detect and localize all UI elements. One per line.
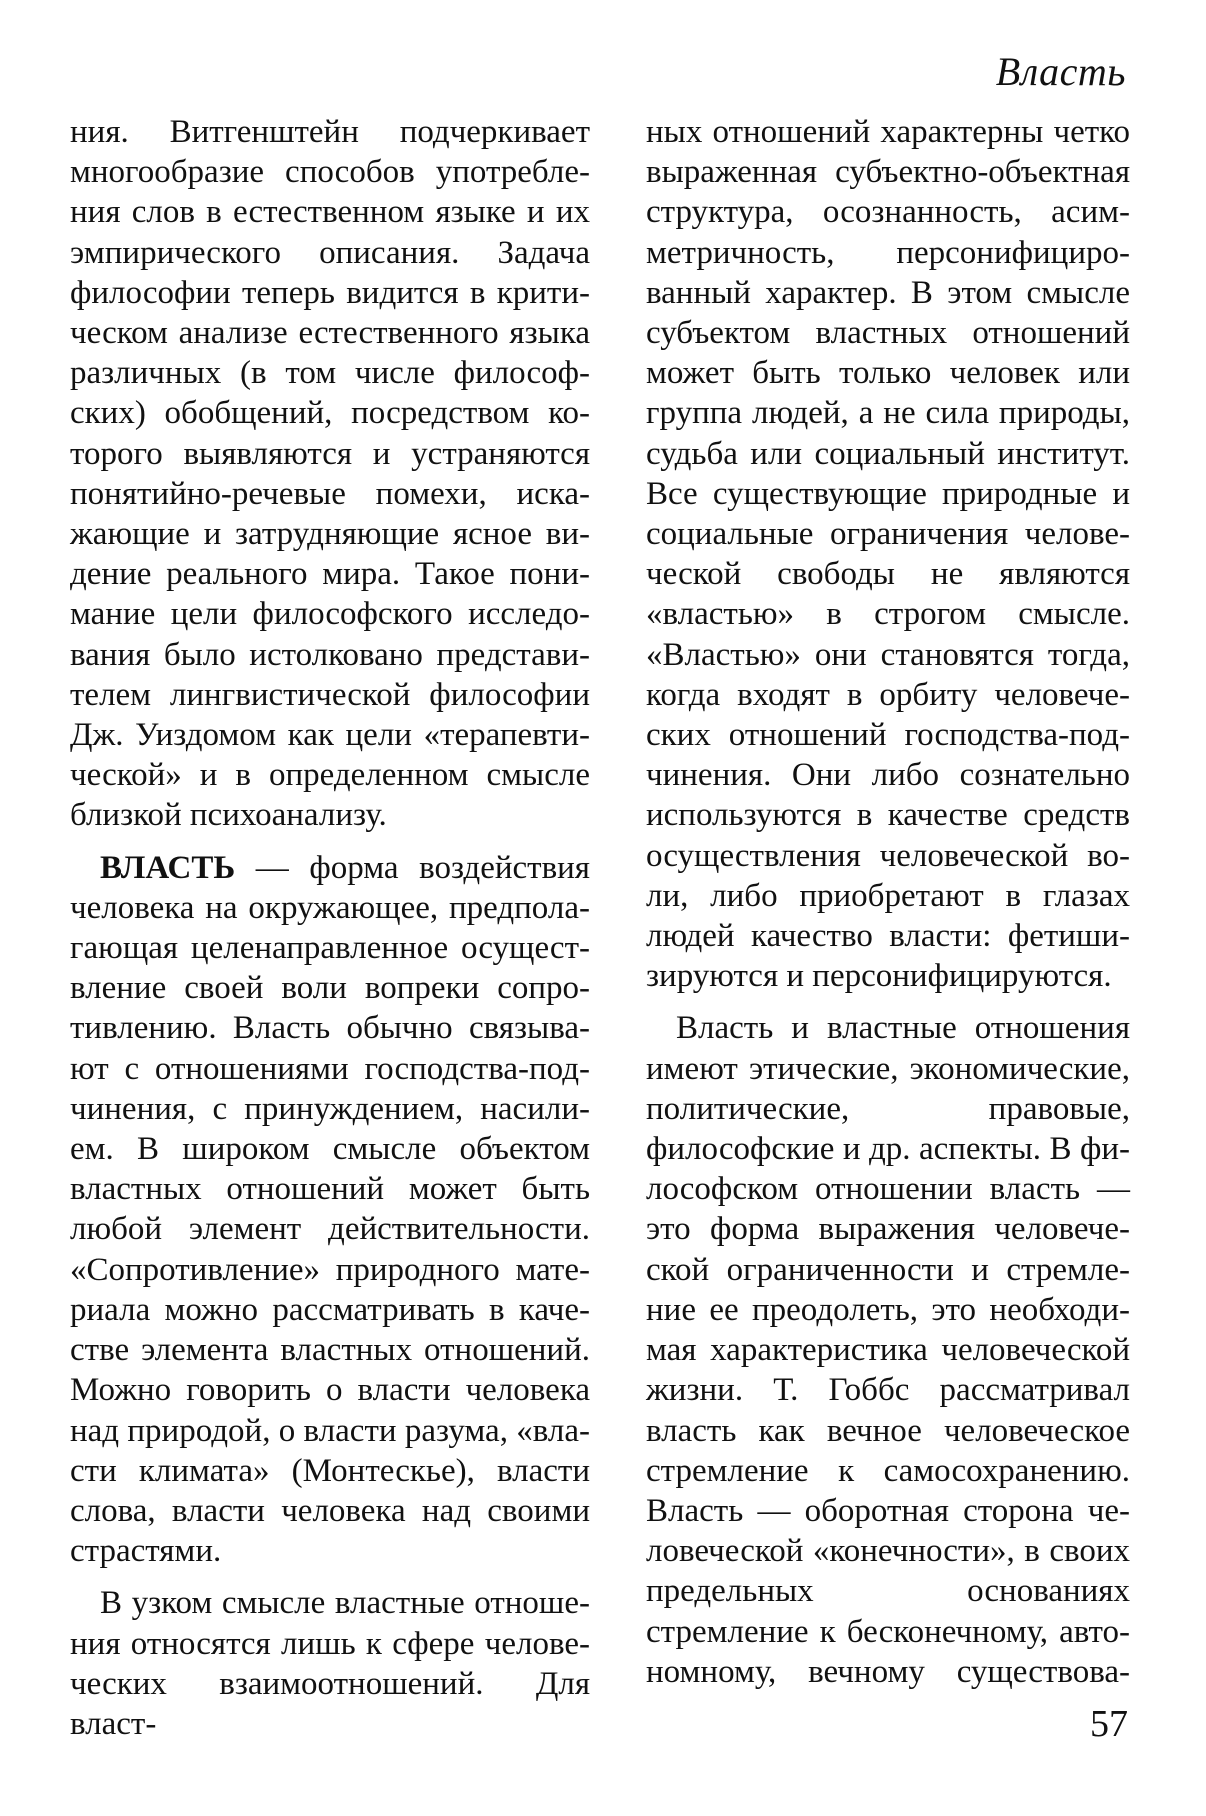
entry-paragraph [70,848,590,1572]
right-continuation-paragraph: ных отношений характерны четко выраженная субъектно-объектная структура, осознанность, асимметричность, персонифицированный характер. В этом смысле субъектом властных отношений может быть только человек или группа людей, а не сила природы, судьба или социальный институт. Все существующие природные и социальные ограничения человеческой свободы не являются «властью» в строгом смысле. «Властью» они становятся тогда, когда входят в орбиту человеческих отношений господства-подчинения. Они либо сознательно используются в качестве средств осуществления человеческой воли, либо приобретают в глазах людей качество власти: фетишизируются и персонифицируются. [646,114,1130,995]
left-continuation-paragraph: ния. Витгенштейн подчеркивает многообразие способов употребления слов в естественном языке и их эмпирического описания. Задача философии теперь видится в критическом анализе естественного языка различных (в том числе философских) обобщений, посредством которого выявляются и устраняются понятийно-речевые помехи, искажающие и затрудняющие ясное видение реального мира. Такое понимание цели философского исследования было истолковано представителем лингвистической философии Дж. Уиздомом как цели «терапевтической» и в определенном смысле близкой психоанализу. [70,114,590,834]
entry-headword: ВЛАСТЬ [100,849,236,886]
right-paragraph-2: Власть и властные отношения имеют этические, экономические, политические, правовые, философские и др. аспекты. В философском отношении власть — это форма выражения человеческой ограниченности и стремление ее преодолеть, это необходимая характеристика человеческой жизни. Т. Гоббс рассматривал власть как вечное человеческое стремление к самосохранению. Власть — оборотная сторона человеческой «конечности», в своих предельных основаниях стремление к бесконечному, автономному, вечному существова- [646,1010,1130,1690]
running-head: Власть [995,49,1126,94]
left-column [70,112,590,1756]
entry-definition: — форма воздействия человека на окружающее, предполагающая целенаправленное осуществление своей воли вопреки сопротивлению. Власть обычно связывают с отношениями господства-подчинения, с принуждением, насилием. В широком смысле объектом властных отношений может быть любой элемент действительности. «Сопротивление» природного материала можно рассматривать в качестве элемента властных отношений. Можно говорить о власти человека над природой, о власти разума, «власти климата» (Монтескье), власти слова, власти человека над своими страстями. [70,849,590,1570]
page-number: 57 [1090,1703,1128,1745]
left-paragraph-3: В узком смысле властные отношения относятся лишь к сфере человеческих взаимоотношений. Для власт- [70,1585,590,1742]
right-column [646,112,1130,1704]
